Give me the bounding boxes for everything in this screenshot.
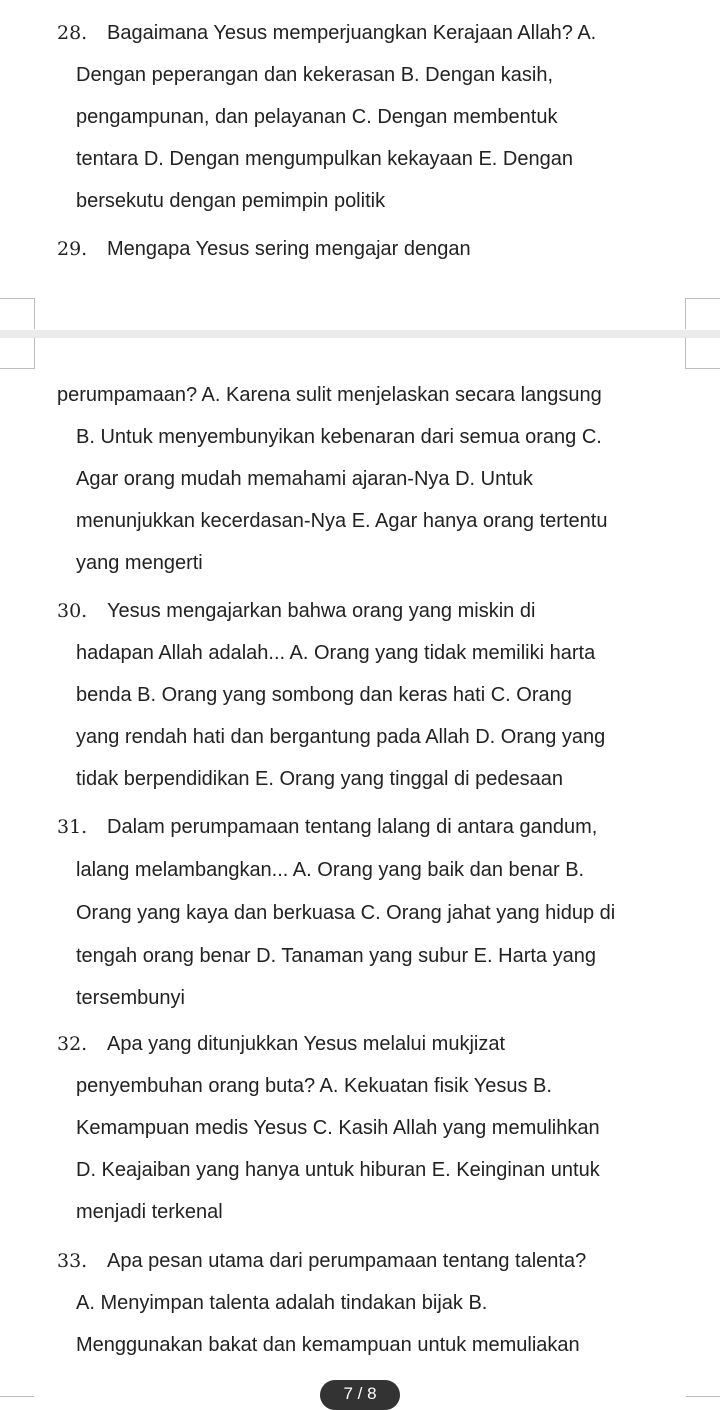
question-line: Apa pesan utama dari perumpamaan tentang talenta?	[107, 1250, 587, 1272]
question-line: tidak berpendidikan E. Orang yang tinggal di pedesaan	[76, 768, 564, 790]
crop-mark	[685, 298, 720, 329]
crop-mark	[0, 298, 35, 329]
question-line: benda B. Orang yang sombong dan keras hati C. Orang	[76, 684, 572, 706]
question-line: tersembunyi	[76, 987, 185, 1009]
question-line: menunjukkan kecerdasan-Nya E. Agar hanya orang tertentu	[76, 510, 608, 532]
question-line: Dengan peperangan dan kekerasan B. Dengan kasih,	[76, 64, 554, 86]
question-line: yang rendah hati dan bergantung pada Allah D. Orang yang	[76, 726, 606, 748]
question-line: perumpamaan? A. Karena sulit menjelaskan secara langsung	[57, 384, 602, 406]
question-line: Bagaimana Yesus memperjuangkan Kerajaan Allah? A.	[107, 22, 597, 44]
question-line: Kemampuan medis Yesus C. Kasih Allah yang memulihkan	[76, 1117, 600, 1139]
question-number: 31.	[57, 816, 88, 838]
question-line: Mengapa Yesus sering mengajar dengan	[107, 238, 471, 260]
question-line: Menggunakan bakat dan kemampuan untuk memuliakan	[76, 1334, 580, 1356]
page-indicator: 7 / 8	[320, 1380, 400, 1410]
question-number: 30.	[57, 600, 88, 622]
question-line: bersekutu dengan pemimpin politik	[76, 190, 386, 212]
question-number: 29.	[57, 238, 88, 260]
question-line: Dalam perumpamaan tentang lalang di antara gandum,	[107, 816, 598, 838]
question-line: tentara D. Dengan mengumpulkan kekayaan E. Dengan	[76, 148, 573, 170]
question-line: hadapan Allah adalah... A. Orang yang tidak memiliki harta	[76, 642, 596, 664]
question-line: D. Keajaiban yang hanya untuk hiburan E. Keinginan untuk	[76, 1159, 600, 1181]
question-line: penyembuhan orang buta? A. Kekuatan fisik Yesus B.	[76, 1075, 552, 1097]
question-number: 32.	[57, 1033, 88, 1055]
question-line: yang mengerti	[76, 552, 203, 574]
question-line: lalang melambangkan... A. Orang yang baik dan benar B.	[76, 859, 585, 881]
question-line: tengah orang benar D. Tanaman yang subur E. Harta yang	[76, 945, 596, 967]
question-line: Yesus mengajarkan bahwa orang yang miskin di	[107, 600, 536, 622]
question-line: A. Menyimpan talenta adalah tindakan bijak B.	[76, 1292, 488, 1314]
question-line: Agar orang mudah memahami ajaran-Nya D. Untuk	[76, 468, 533, 490]
question-line: menjadi terkenal	[76, 1201, 223, 1223]
crop-mark	[0, 338, 35, 369]
question-line: Apa yang ditunjukkan Yesus melalui mukjizat	[107, 1033, 506, 1055]
question-line: Orang yang kaya dan berkuasa C. Orang jahat yang hidup di	[76, 902, 616, 924]
question-line: B. Untuk menyembunyikan kebenaran dari semua orang C.	[76, 426, 602, 448]
crop-mark	[685, 338, 720, 369]
page-separator	[0, 330, 720, 338]
question-number: 33.	[57, 1250, 88, 1272]
question-number: 28.	[57, 22, 88, 44]
question-line: pengampunan, dan pelayanan C. Dengan membentuk	[76, 106, 558, 128]
